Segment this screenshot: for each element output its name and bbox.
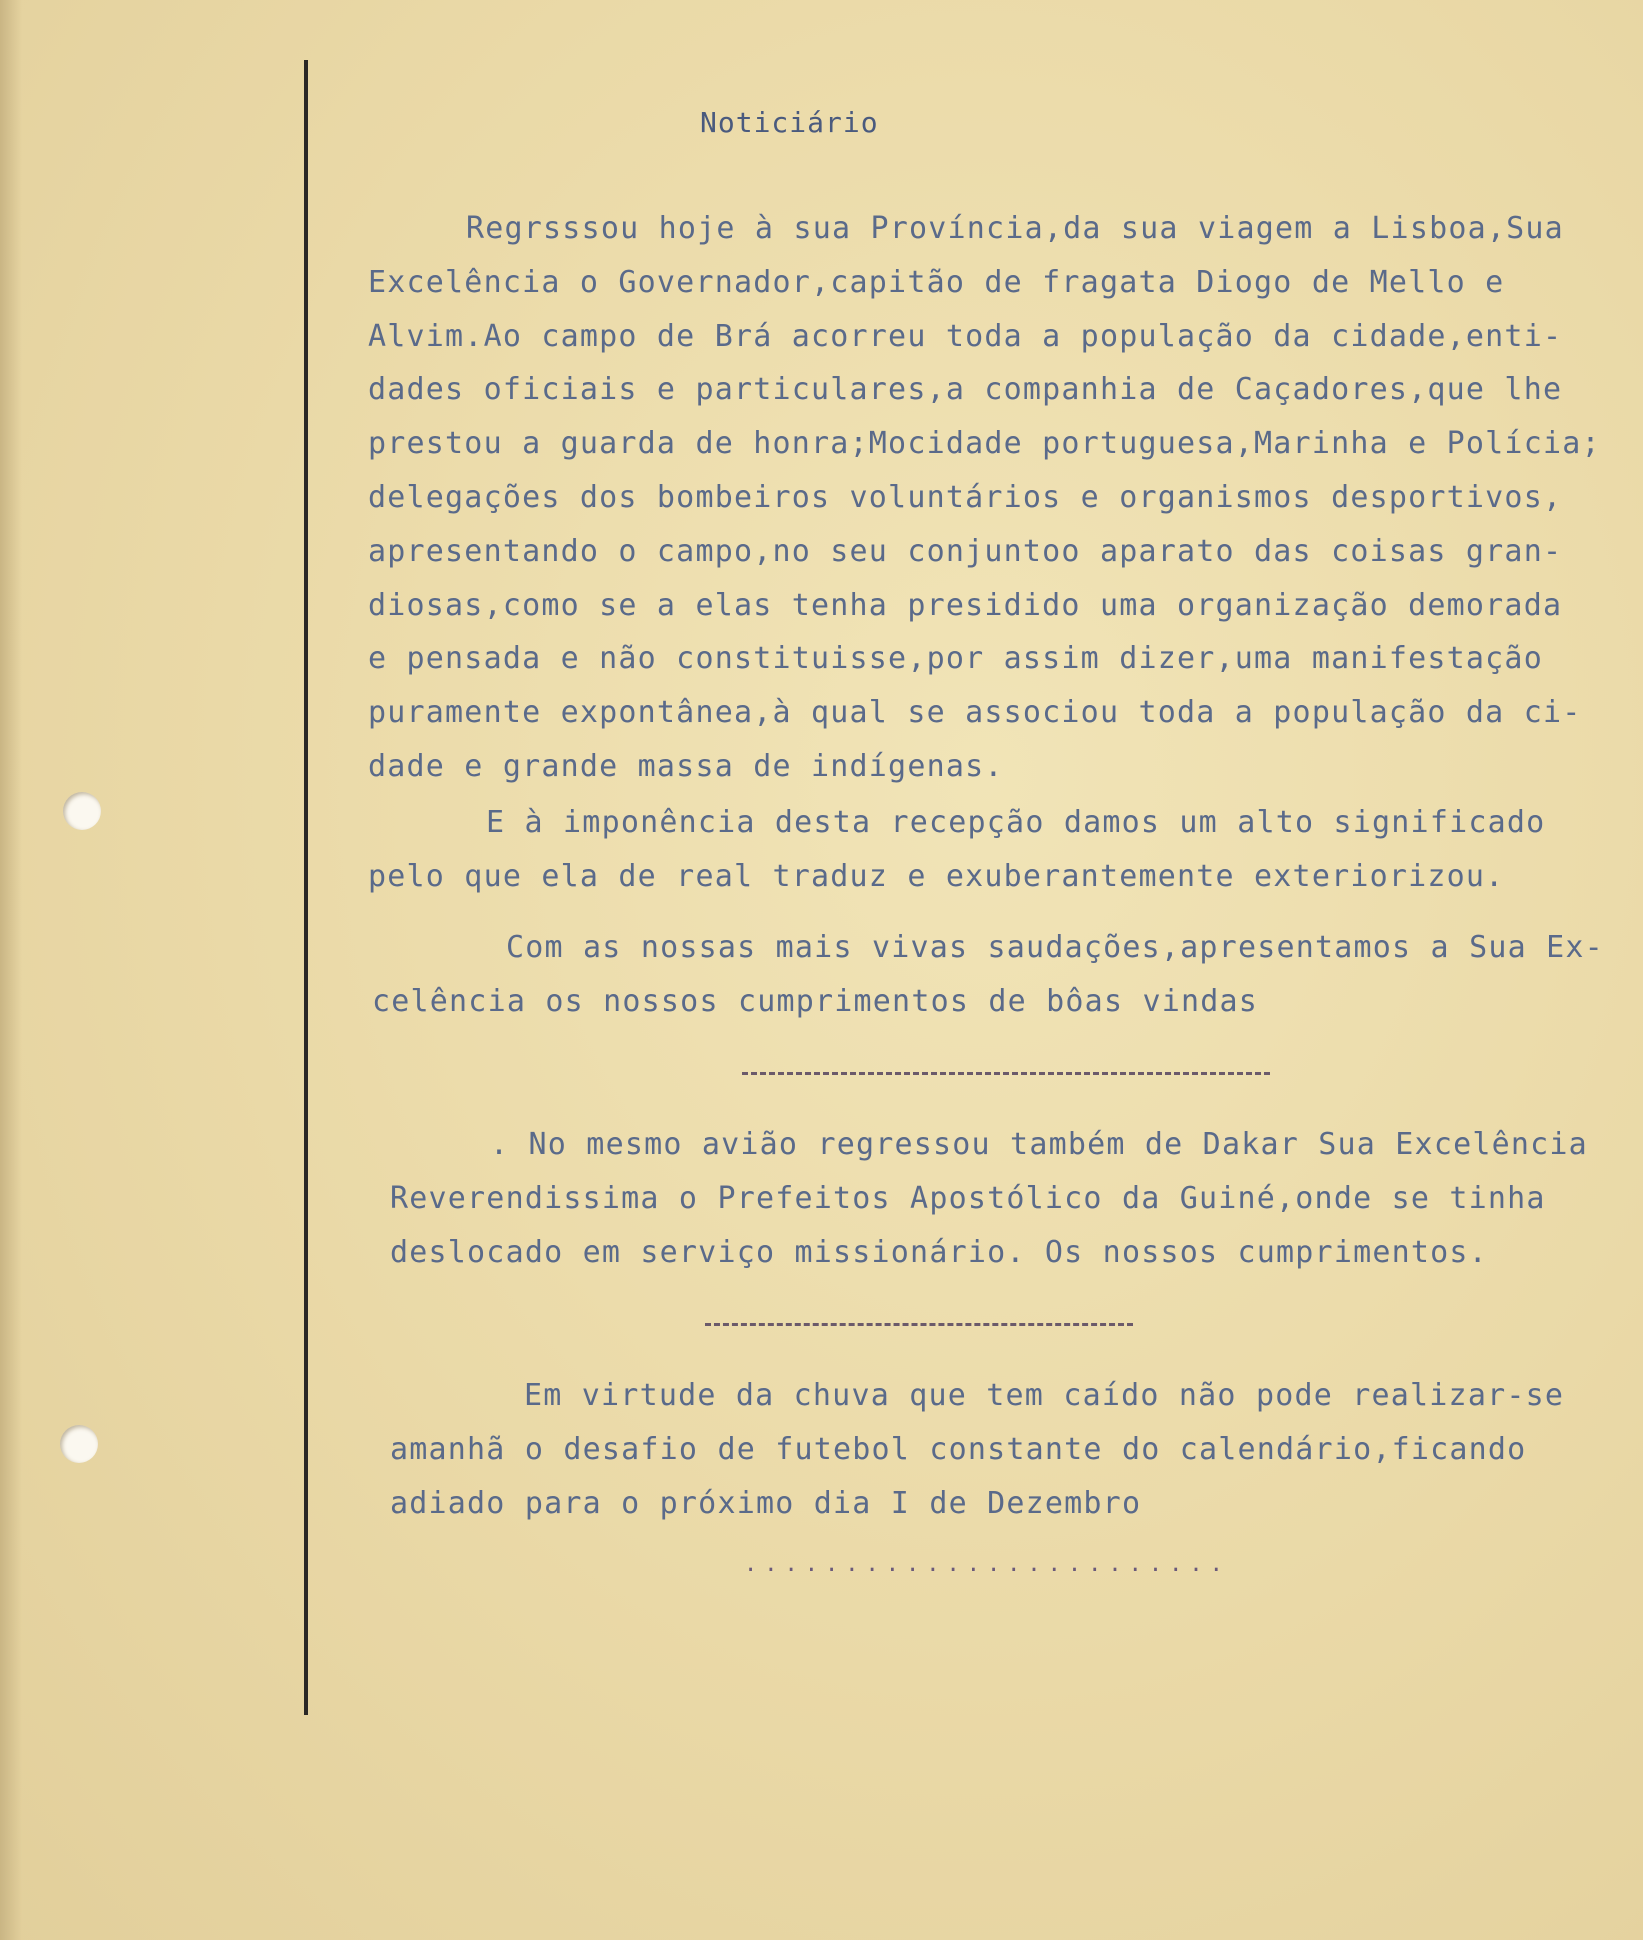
text-line: deslocado em serviço missionário. Os nossos cumprimentos. — [390, 1234, 1488, 1270]
text-line: prestou a guarda de honra;Mocidade portuguesa,Marinha e Polícia; — [368, 426, 1601, 462]
text-line: delegações dos bombeiros voluntários e organismos desportivos, — [368, 479, 1563, 515]
paragraph-greetings — [372, 921, 1604, 1029]
text-line: Regrsssou hoje à sua Província,da sua viagem a Lisboa,Sua — [466, 211, 1564, 246]
page-title: Noticiário — [700, 106, 879, 139]
text-line: Excelência o Governador,capitão de fragata Diogo de Mello e — [368, 264, 1505, 300]
text-line: Em virtude da chuva que tem caído não pode realizar-se — [524, 1378, 1565, 1413]
text-line: dade e grande massa de indígenas. — [368, 748, 1004, 784]
text-line: dades oficiais e particulares,a companhia de Caçadores,que lhe — [368, 372, 1563, 408]
punch-hole — [60, 1425, 98, 1463]
text-line: puramente expontânea,à qual se associou toda a população da ci- — [368, 695, 1582, 731]
paper-edge-stain — [0, 0, 22, 1940]
paragraph-significance — [368, 796, 1545, 904]
text-line: e pensada e não constituisse,por assim dizer,uma manifestação — [368, 641, 1543, 677]
paragraph-football — [390, 1369, 1564, 1530]
text-line: Reverendissima o Prefeitos Apostólico da Guiné,onde se tinha — [390, 1180, 1546, 1216]
text-line: diosas,como se a elas tenha presidido uma organização demorada — [368, 587, 1563, 623]
text-line: . No mesmo avião regressou também de Dakar Sua Excelência — [490, 1127, 1588, 1162]
punch-hole — [63, 792, 101, 830]
separator-line — [705, 1323, 1133, 1326]
paragraph-prefect — [390, 1118, 1588, 1279]
text-line: E à imponência desta recepção damos um alto significado — [486, 805, 1546, 840]
paragraph-arrival — [368, 202, 1601, 794]
text-line: amanhã o desafio de futebol constante do calendário,ficando — [390, 1431, 1527, 1467]
margin-rule — [304, 60, 308, 1715]
closing-dot-row: ........................ — [744, 1552, 1230, 1577]
separator-line — [742, 1072, 1270, 1075]
text-line: pelo que ela de real traduz e exuberantemente exteriorizou. — [368, 858, 1505, 894]
text-line: Alvim.Ao campo de Brá acorreu toda a população da cidade,enti- — [368, 318, 1563, 354]
text-line: celência os nossos cumprimentos de bôas vindas — [372, 983, 1259, 1019]
text-line: apresentando o campo,no seu conjuntoo aparato das coisas gran- — [368, 533, 1563, 569]
text-line: Com as nossas mais vivas saudações,apresentamos a Sua Ex- — [506, 930, 1604, 965]
text-line: adiado para o próximo dia I de Dezembro — [390, 1485, 1142, 1521]
